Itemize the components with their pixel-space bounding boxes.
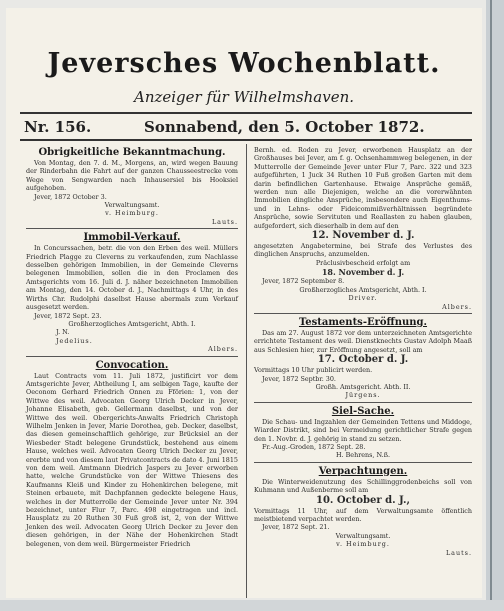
notice-signer: Driver. [348, 294, 378, 303]
notice-body: Laut Contracts vom 11. Juli 1872, justificirt vor dem Amtsgerichte Jever, Abtheilung I, am selbigen Tage, kaufte der Oeconom Gerhard Friedrich Onnen zu Fförien: 1, von der Wittwe des weil. Advocaten Georg Ulrich Decker in Jever, Johanne Elisabeth, geb. Gellermann daselbst, und von der Wittwe des weil. Obergerichts-Anwalts Friedrich Christoph Wilhelm Jenken in Jever, Marie Dorothea, geb. Decker, daselbst, das diesen gemeinschaftlich gehörige, zur Brücksiel an der Wiesbeder Stadt belegene Grundstück, bestehend aus einem Hause, welches weil. Advocaten Georg Ulrich Decker zu Jever, ererbte und von diesem laut Privatcontracts de dato 4. Juni 1815 von dem weil. Amtmann Diedrich Jaspers zu Jever erworben hatte, welche Grundstücke von der Wittwe Thiesens des Kaufmanns Kleiß und Kinder zu Hohenkirchen belegene, mit Steinen erbauete, mit Dachpfannen gedeckte belegene Haus, welches in der Mutterrolle der Gemeinde Jever unter Nr. 394 bezeichnet, unter Flur 7, Parc. 498 eingetragen und incl. Hausplatz zu 20 Ruthen 30 Fuß groß ist, 2, von der Wittwe Jenken des weil. Advocaten Georg Ulrich Decker zu Jever den diesen gehörigen, in der Nähe der Hohenkirchen Stadt belegenen, von dem weil. Bürgermeister Friedrich [26, 371, 238, 548]
notice-signer: v. Heimburg. [105, 209, 159, 218]
right-frame-edge [490, 0, 492, 611]
notice-initials: J. N. [56, 328, 70, 337]
notice-authority: Großh. Amtsgericht. Abth. II. [315, 382, 411, 391]
notice-date-line: 17. October d. J. [317, 354, 409, 366]
notice-signer: Jedelius. [56, 336, 93, 345]
notice-body: Vormittags 11 Uhr, auf dem Verwaltungsamte öffentlich meistbietend verpachtet werden. [254, 506, 472, 523]
notice-date-line: 10. October d. J., [316, 494, 410, 506]
top-rule [20, 112, 472, 114]
notice-clerk: Lauts. [211, 217, 238, 226]
notice-signer: Jürgens. [345, 391, 381, 400]
notice-authority: Verwaltungsamt. [104, 201, 160, 210]
masthead-subtitle: Anzeiger für Wilhelmshaven. [133, 88, 355, 106]
notice-heading: Immobil-Verkauf. [83, 232, 181, 244]
column-left [26, 146, 238, 548]
dateline [24, 116, 472, 138]
notice-date-line: 12. November d. J. [311, 230, 415, 242]
notice-authority: Großherzogliches Amtsgericht, Abth. I. [68, 319, 196, 328]
issue-date: Sonnabend, den 5. October 1872. [144, 118, 425, 136]
column-right [254, 146, 472, 557]
notice-heading: Verpachtungen. [318, 465, 408, 477]
separator [254, 313, 472, 314]
notice-body: Bernh. ed. Roden zu Jever, erworbenen Hausplatz an der Großhauses bei Jever, am f. g. Ochsenhammweg belegenen, in der Mutterrolle der Gemeinde Jever unter Flur 7, Parc. 322 und 323 aufgeführten, 1 Juck 34 Ruthen 10 Fuß großen Garten mit dem darin befindlichen Gartenhause. Etwaige Ansprüche gemäß, werden nun alle Diejenigen, welche an die vorerwähnten Immobilien dingliche Ansprüche, insbesondere auch Eigenthums- und in Lehns- oder Fideicommißverhältnissen begründete Ansprüche, sowie Servituten und Reallasten zu haben glauben, aufgefordert, sich dieserhalb in dem auf den [254, 146, 472, 230]
notice-signer: H. Behrens, N.ß. [335, 451, 391, 460]
notice-place-date: Jever, 1872 October 3. [34, 192, 107, 201]
notice-heading: Testaments-Eröffnung. [298, 316, 428, 328]
separator [26, 228, 238, 229]
right-frame [486, 0, 504, 611]
notice-clerk: Lauts. [445, 548, 472, 557]
notice-authority: Großherzogliches Amtsgericht, Abth. I. [299, 285, 427, 294]
notice-place-date: Jever, 1872 Septbr. 30. [262, 374, 336, 383]
notice-authority: Verwaltungsamt. [335, 531, 391, 540]
notice-body: angesetzten Angabetermine, bei Strafe des Verlustes des dinglichen Anspruchs, anzumelden. [254, 242, 472, 259]
masthead-title: Jeversches Wochenblatt. [47, 48, 441, 79]
notice-heading: Obrigkeitliche Bekanntmachung. [38, 147, 226, 158]
notice-place-date: Jever, 1872 Sept. 21. [262, 523, 330, 532]
notice-place-date: Jever, 1872 September 8. [262, 277, 345, 286]
bottom-rule [20, 139, 472, 141]
notice-body: Die Winterweidenutzung des Schillinggrodenbeichs soll von Kuhmann und Außenberme soll am [254, 477, 472, 495]
notice-body: Die Schau- und Ingzahlen der Gemeinden Tettens und Middoge, Wiarder Distrikt, sind bei Vermeidung gerichtlicher Strafe gegen den 1. Novbr. d. J. gehörig in stand zu setzen. [254, 417, 472, 443]
column-divider [246, 144, 247, 598]
issue-number: Nr. 156. [24, 118, 92, 136]
notice-body: Von Montag, den 7. d. M., Morgens, an, wird wegen Bauung der Rinderbahn die Fahrt auf der ganzen Chausseestrecke vom Wege von Sengwarden nach Inhausersiel bis Hooksiel aufgehoben. [26, 159, 238, 193]
notice-body: Präclusivbescheid erfolgt am [315, 258, 411, 267]
notice-heading: Convocation. [95, 359, 169, 371]
notice-body: Vormittags 10 Uhr publicirt werden. [254, 366, 373, 375]
bottom-frame [0, 600, 504, 611]
separator [254, 462, 472, 463]
notice-clerk: Albers. [208, 345, 238, 354]
separator [254, 402, 472, 403]
notice-place-date: Fr.-Aug.-Groden, 1872 Sept. 28. [262, 442, 366, 451]
notice-body: In Concurssachen, betr. die von den Erben des weil. Müllers Friedrich Plagge zu Cleverns zu verkaufenden, zum Nachlasse desselben gehörigen Immobilien, in der Gemeinde Cleverns belegenen Immobilien, sollen die in den Proclamen des Amtsgerichts vom 16. Juli d. J. näher bezeichneten Immobilien am Montag, den 14. October d. J., Nachmittags 4 Uhr, in des Wirths Chr. Rudolphi daselbst Hause abermals zum Verkauf ausgesetzt werden. [26, 244, 238, 312]
separator [26, 356, 238, 357]
notice-heading: Siel-Sache. [331, 405, 395, 417]
notice-place-date: Jever, 1872 Sept. 23. [34, 311, 102, 320]
newspaper-page [6, 8, 482, 598]
notice-date-line: 18. November d. J. [321, 267, 405, 278]
notice-clerk: Albers. [442, 302, 472, 311]
notice-signer: v. Heimburg. [336, 540, 390, 549]
notice-body: Das am 27. August 1872 vor dem unterzeichneten Amtsgerichte errichtete Testament des weil. Dienstknechts Gustav Adolph Maaß aus Schlesien hier, zur Eröffnung angesetzt, soll am [254, 328, 472, 354]
